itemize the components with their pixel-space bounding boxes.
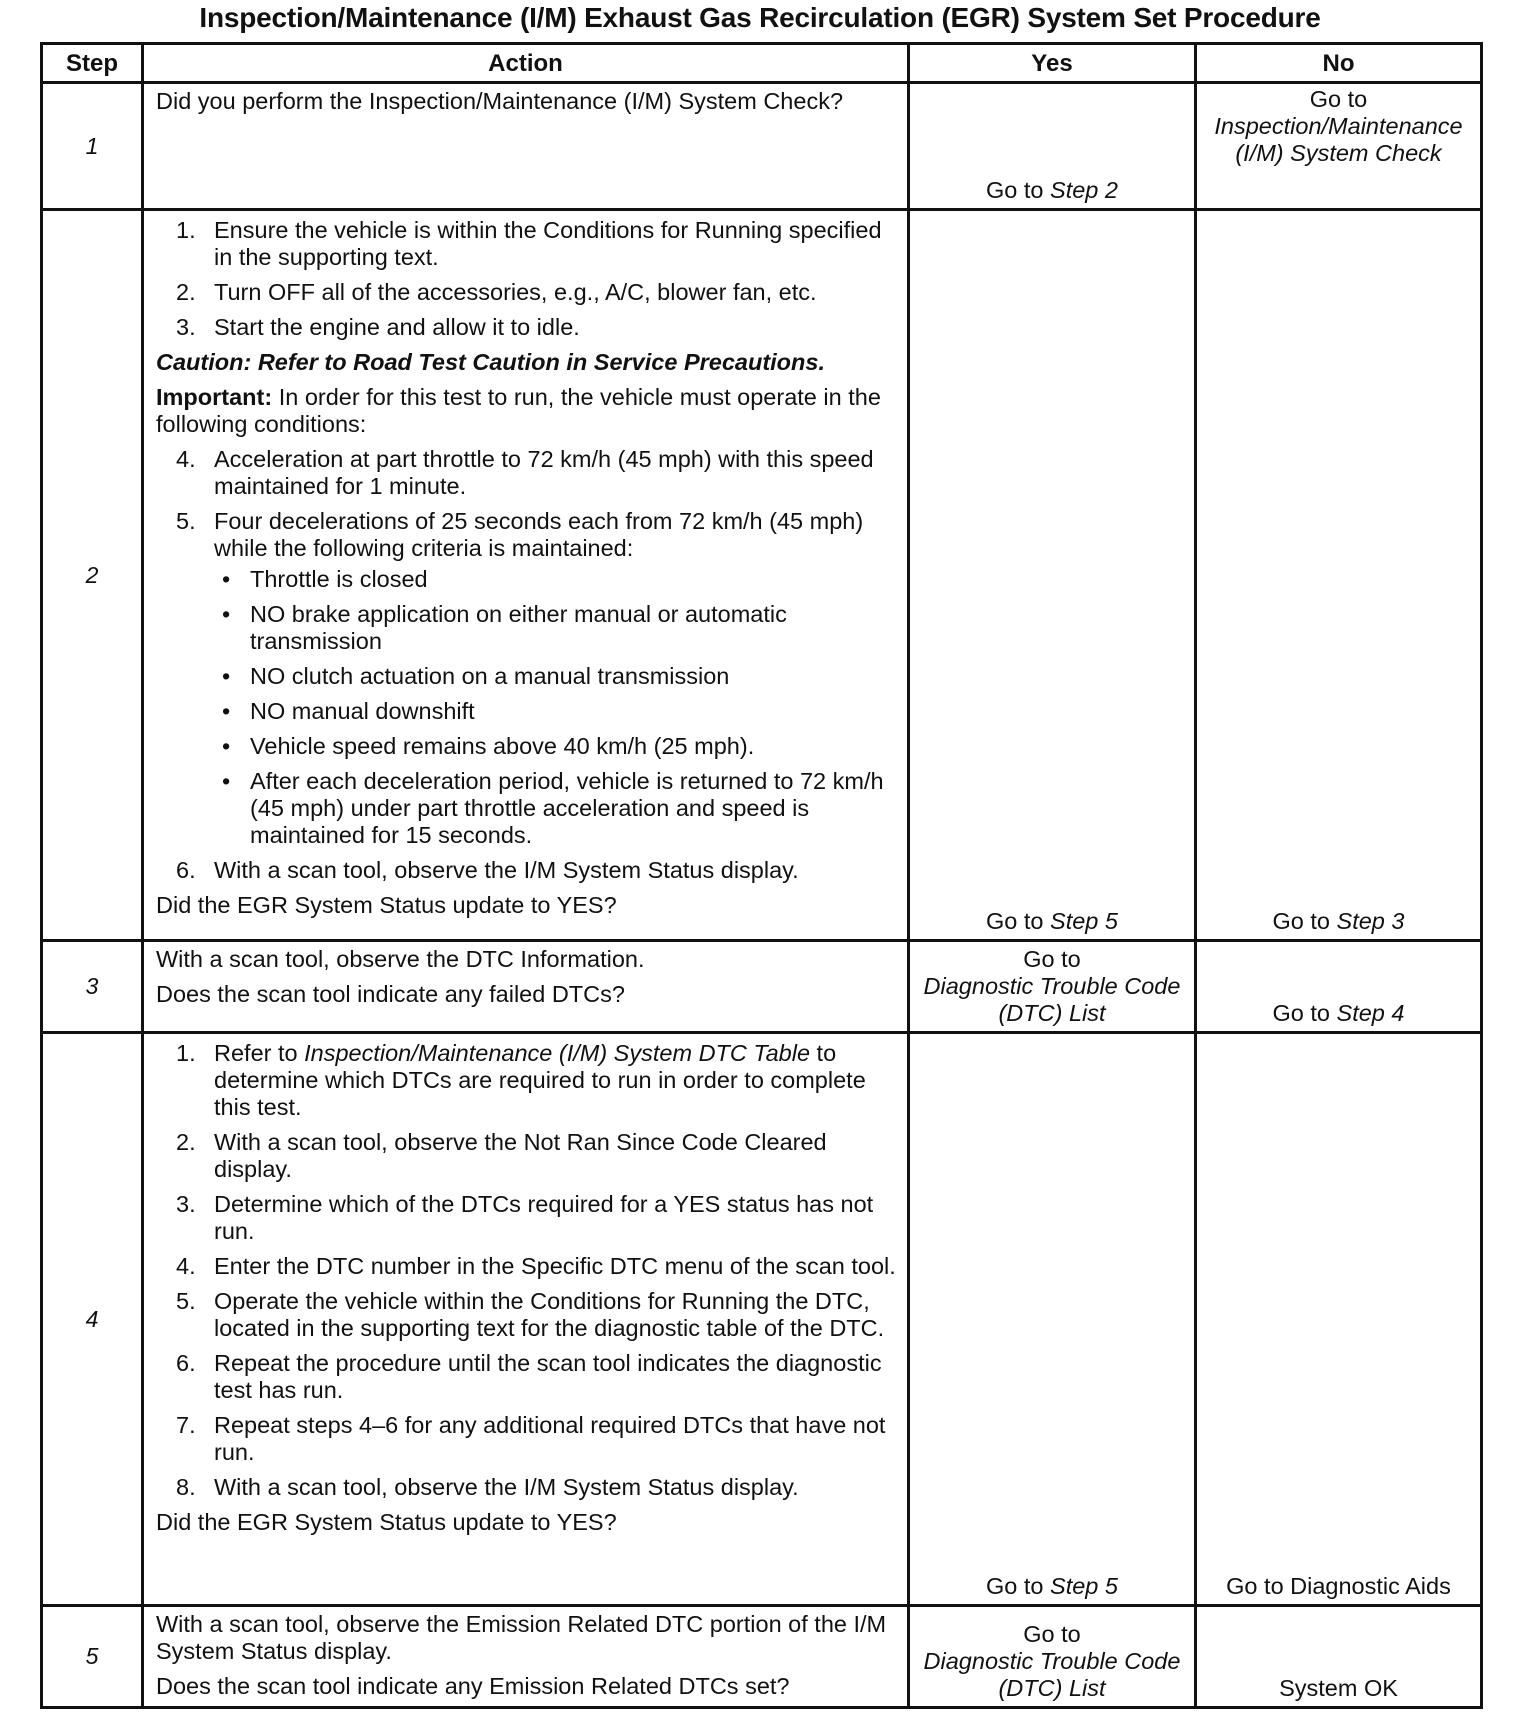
bullet-icon: • [222, 733, 231, 759]
item-text: Refer to [214, 1040, 305, 1066]
item-text: to determine which DTCs are required to run in order to complete this test. [214, 1040, 866, 1120]
bullet-text: NO clutch actuation on a manual transmission [250, 663, 730, 689]
bullet-item [214, 566, 897, 593]
action-question: Did the EGR System Status update to YES? [156, 892, 617, 918]
procedure-table [40, 42, 1483, 1709]
item-text: Determine which of the DTCs required for a YES status has not run. [214, 1191, 874, 1244]
item-number: 7. [176, 1412, 196, 1438]
header-no: No [1196, 44, 1482, 83]
table-row-step-1 [42, 83, 1482, 210]
yes-dtc-list-link[interactable]: Diagnostic Trouble Code (DTC) List [923, 973, 1181, 1026]
bullet-icon: • [222, 566, 231, 592]
item-text: Four decelerations of 25 seconds each from 72 km/h (45 mph) while the following criteria is maintained: [214, 508, 864, 561]
list-item [156, 446, 897, 500]
bullet-text: NO manual downshift [250, 698, 475, 724]
action-question: Does the scan tool indicate any Emission Related DTCs set? [156, 1673, 790, 1699]
yes-cell [909, 1033, 1196, 1606]
yes-step-link[interactable]: Step 2 [1050, 177, 1118, 203]
list-item [156, 1288, 897, 1342]
action-question: Did the EGR System Status update to YES? [156, 1509, 617, 1535]
bullet-text: Vehicle speed remains above 40 km/h (25 mph). [250, 733, 755, 759]
bullet-item [214, 768, 897, 849]
yes-step-link[interactable]: Step 5 [1050, 1573, 1118, 1599]
action-cell [143, 941, 909, 1033]
yes-prefix: Go to [986, 908, 1051, 934]
item-text: Acceleration at part throttle to 72 km/h (45 mph) with this speed maintained for 1 minute. [214, 446, 874, 499]
list-item [156, 217, 897, 271]
no-diagnostic-aids-link[interactable]: Go to Diagnostic Aids [1226, 1573, 1451, 1599]
action-text: With a scan tool, observe the DTC Information. [156, 946, 645, 972]
item-text: Repeat steps 4–6 for any additional required DTCs that have not run. [214, 1412, 886, 1465]
step-number: 4 [42, 1033, 143, 1606]
no-step-link[interactable]: Step 3 [1336, 908, 1405, 934]
table-row-step-3 [42, 941, 1482, 1033]
yes-prefix: Go to [986, 177, 1051, 203]
list-item [156, 1412, 897, 1466]
yes-prefix: Go to [986, 1573, 1051, 1599]
no-system-ok: System OK [1279, 1675, 1398, 1701]
action-cell [143, 1033, 909, 1606]
list-item [156, 1129, 897, 1183]
no-system-check-link[interactable]: Inspection/Maintenance (I/M) System Check [1214, 113, 1463, 166]
item-text: Repeat the procedure until the scan tool indicates the diagnostic test has run. [214, 1350, 882, 1403]
important-label: Important: [156, 384, 273, 410]
header-step: Step [42, 44, 143, 83]
list-item [156, 1253, 897, 1280]
item-number: 1. [176, 1040, 196, 1066]
caution-note: Caution: Refer to Road Test Caution in Service Precautions. [156, 349, 825, 375]
item-number: 6. [176, 1350, 196, 1376]
item-text: With a scan tool, observe the I/M System Status display. [214, 1474, 799, 1500]
item-text: Start the engine and allow it to idle. [214, 314, 580, 340]
item-number: 4. [176, 446, 196, 472]
action-text: With a scan tool, observe the Emission Related DTC portion of the I/M System Status display. [156, 1611, 887, 1664]
step-number: 3 [42, 941, 143, 1033]
bullet-item [214, 698, 897, 725]
item-number: 4. [176, 1253, 196, 1279]
yes-dtc-list-link[interactable]: Diagnostic Trouble Code (DTC) List [923, 1648, 1181, 1701]
list-item [156, 508, 897, 849]
bullet-item [214, 733, 897, 760]
step-number: 1 [42, 83, 143, 210]
list-item [156, 1191, 897, 1245]
item-number: 8. [176, 1474, 196, 1500]
header-yes: Yes [909, 44, 1196, 83]
bullet-text: Throttle is closed [250, 566, 428, 592]
item-text: Ensure the vehicle is within the Conditions for Running specified in the supporting text. [214, 217, 882, 270]
item-number: 2. [176, 1129, 196, 1155]
item-number: 5. [176, 1288, 196, 1314]
item-number: 1. [176, 217, 196, 243]
action-question: Does the scan tool indicate any failed DTCs? [156, 981, 625, 1007]
item-number: 6. [176, 857, 196, 883]
bullet-icon: • [222, 601, 231, 627]
no-cell [1196, 1033, 1482, 1606]
yes-cell [909, 1606, 1196, 1708]
table-row-step-2 [42, 210, 1482, 941]
procedure-list [156, 217, 897, 341]
yes-cell [909, 210, 1196, 941]
action-question: Did you perform the Inspection/Maintenance (I/M) System Check? [156, 88, 844, 114]
no-cell [1196, 941, 1482, 1033]
no-cell [1196, 1606, 1482, 1708]
item-text: With a scan tool, observe the I/M System Status display. [214, 857, 799, 883]
bullet-icon: • [222, 698, 231, 724]
bullet-icon: • [222, 663, 231, 689]
dtc-table-link[interactable]: Inspection/Maintenance (I/M) System DTC Table [304, 1040, 811, 1066]
yes-cell [909, 941, 1196, 1033]
important-text: In order for this test to run, the vehicle must operate in the following conditions: [156, 384, 881, 437]
bullet-icon: • [222, 768, 231, 794]
header-action: Action [143, 44, 909, 83]
item-number: 3. [176, 1191, 196, 1217]
yes-prefix: Go to [1023, 946, 1081, 972]
no-prefix: Go to [1272, 908, 1337, 934]
bullet-item [214, 663, 897, 690]
list-item [156, 1350, 897, 1404]
yes-prefix: Go to [1023, 1621, 1081, 1647]
procedure-list [156, 446, 897, 884]
item-number: 5. [176, 508, 196, 534]
list-item [156, 1474, 897, 1501]
item-text: Operate the vehicle within the Conditions for Running the DTC, located in the supporting text for the diagnostic table of the DTC. [214, 1288, 885, 1341]
important-note [156, 384, 897, 438]
yes-step-link[interactable]: Step 5 [1050, 908, 1118, 934]
item-text: Turn OFF all of the accessories, e.g., A/C, blower fan, etc. [214, 279, 817, 305]
list-item [156, 314, 897, 341]
bullet-text: After each deceleration period, vehicle is returned to 72 km/h (45 mph) under part throttle acceleration and speed is maintained for 15 seconds. [250, 768, 884, 848]
action-cell [143, 210, 909, 941]
item-text: Enter the DTC number in the Specific DTC menu of the scan tool. [214, 1253, 896, 1279]
no-step-link[interactable]: Step 4 [1336, 1000, 1405, 1026]
no-prefix: Go to [1309, 86, 1368, 112]
table-header-row [42, 44, 1482, 83]
item-text: With a scan tool, observe the Not Ran Since Code Cleared display. [214, 1129, 827, 1182]
table-row-step-5 [42, 1606, 1482, 1708]
yes-cell [909, 83, 1196, 210]
page-title: Inspection/Maintenance (I/M) Exhaust Gas Recirculation (EGR) System Set Procedure [199, 2, 1321, 33]
list-item [156, 1040, 897, 1121]
no-cell [1196, 83, 1482, 210]
action-cell [143, 83, 909, 210]
list-item [156, 279, 897, 306]
list-item [156, 857, 897, 884]
no-prefix: Go to [1272, 1000, 1337, 1026]
no-cell [1196, 210, 1482, 941]
bullet-item [214, 601, 897, 655]
procedure-list [156, 1040, 897, 1501]
step-number: 5 [42, 1606, 143, 1708]
action-cell [143, 1606, 909, 1708]
bullet-text: NO brake application on either manual or automatic transmission [250, 601, 787, 654]
item-number: 2. [176, 279, 196, 305]
item-number: 3. [176, 314, 196, 340]
step-number: 2 [42, 210, 143, 941]
table-row-step-4 [42, 1033, 1482, 1606]
criteria-list [214, 566, 897, 849]
